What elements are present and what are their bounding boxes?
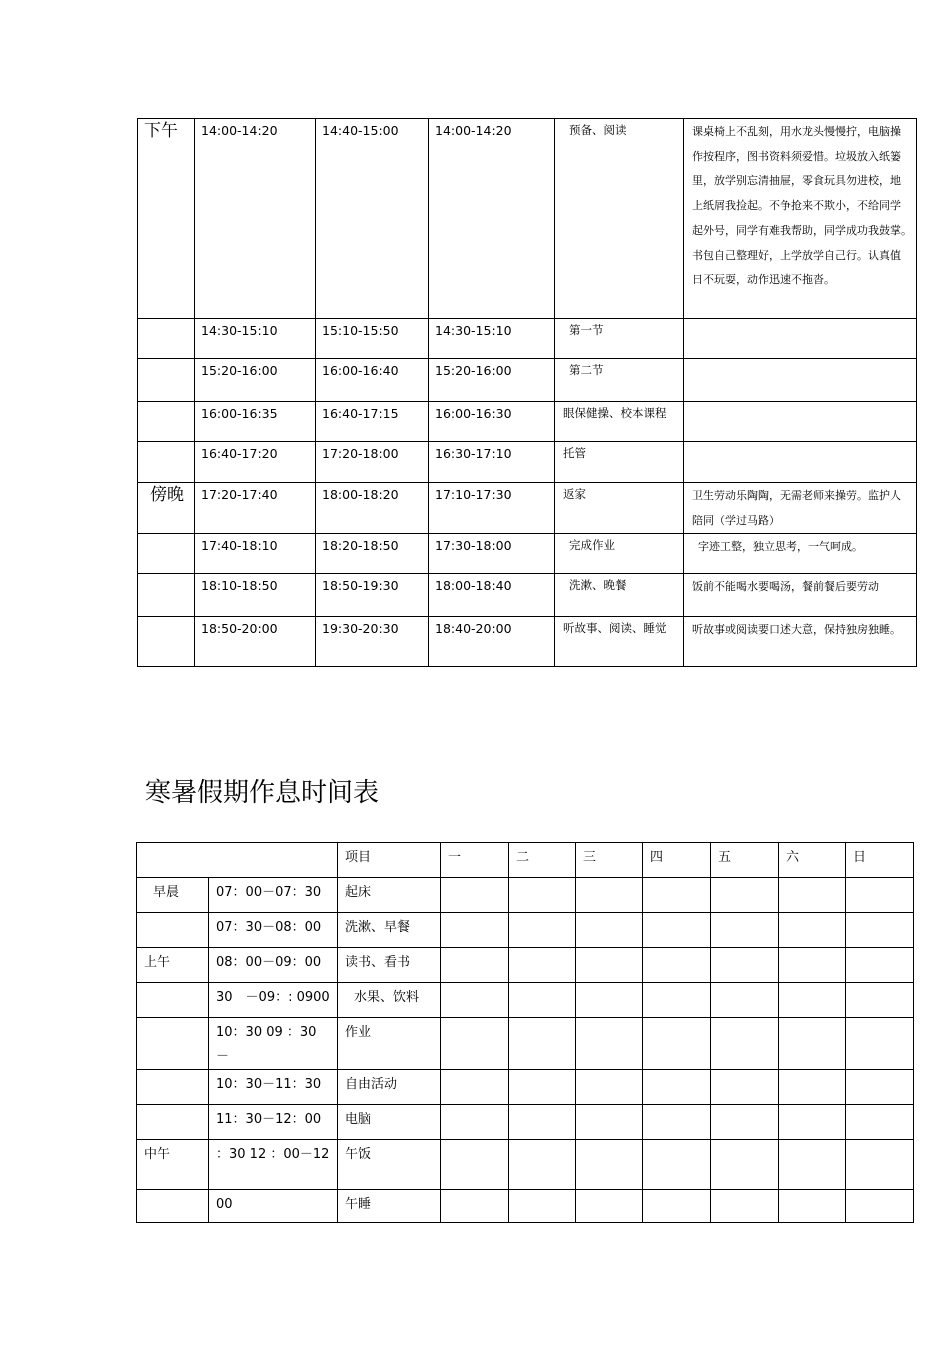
time-cell: 17:20-18:00 bbox=[316, 442, 429, 483]
day-cell bbox=[779, 1190, 846, 1223]
day-cell bbox=[846, 913, 914, 948]
period-cell bbox=[137, 983, 209, 1018]
period-cell bbox=[137, 1070, 209, 1105]
day-cell bbox=[576, 1140, 643, 1190]
day-cell bbox=[441, 878, 509, 913]
time-cell: 11：30－12：00 bbox=[209, 1105, 338, 1140]
table-row bbox=[138, 402, 917, 442]
day-cell bbox=[846, 1018, 914, 1070]
header-day-cell: 日 bbox=[846, 843, 914, 878]
activity-cell: 返家 bbox=[555, 483, 684, 534]
table-row bbox=[138, 534, 917, 574]
item-cell: 作业 bbox=[338, 1018, 441, 1070]
activity-cell: 第一节 bbox=[555, 319, 684, 359]
period-cell bbox=[137, 1190, 209, 1223]
table-row bbox=[137, 913, 914, 948]
day-cell bbox=[509, 913, 576, 948]
table-row bbox=[137, 983, 914, 1018]
note-cell: 课桌椅上不乱刻，用水龙头慢慢拧，电脑操作按程序，图书资料须爱惜。垃圾放入纸篓里，放学别忘清抽屉，零食玩具勿进校，地上纸屑我捡起。不争抢来不欺小，不给同学起外号，同学有难我帮助，同学成功我鼓掌。 书包自己整理好，上学放学自己行。认真值日不玩耍，动作迅速不拖沓。 bbox=[684, 119, 917, 319]
time-cell: 17:20-17:40 bbox=[195, 483, 316, 534]
item-cell: 水果、饮料 bbox=[338, 983, 441, 1018]
time-cell: 16:30-17:10 bbox=[429, 442, 555, 483]
table-row bbox=[137, 878, 914, 913]
day-cell bbox=[846, 1140, 914, 1190]
period-cell bbox=[137, 1018, 209, 1070]
day-cell bbox=[509, 1190, 576, 1223]
period-cell: 下午 bbox=[138, 119, 195, 319]
activity-cell: 预备、阅读 bbox=[555, 119, 684, 319]
header-row bbox=[137, 843, 914, 878]
activity-cell: 托管 bbox=[555, 442, 684, 483]
activity-cell: 洗漱、晚餐 bbox=[555, 574, 684, 617]
time-cell: 18:50-19:30 bbox=[316, 574, 429, 617]
day-cell bbox=[441, 1070, 509, 1105]
activity-cell: 听故事、阅读、睡觉 bbox=[555, 617, 684, 667]
day-cell bbox=[779, 1070, 846, 1105]
time-cell: 08：00－09：00 bbox=[209, 948, 338, 983]
time-cell: 18:40-20:00 bbox=[429, 617, 555, 667]
note-cell bbox=[684, 319, 917, 359]
time-cell: 14:30-15:10 bbox=[195, 319, 316, 359]
day-cell bbox=[846, 1190, 914, 1223]
time-cell: 18:50-20:00 bbox=[195, 617, 316, 667]
item-cell: 自由活动 bbox=[338, 1070, 441, 1105]
day-cell bbox=[779, 1140, 846, 1190]
day-cell bbox=[846, 1105, 914, 1140]
day-cell bbox=[643, 913, 711, 948]
period-cell bbox=[138, 574, 195, 617]
day-cell bbox=[711, 1140, 779, 1190]
period-cell bbox=[138, 442, 195, 483]
day-cell bbox=[779, 983, 846, 1018]
time-cell: 16:00-16:35 bbox=[195, 402, 316, 442]
note-cell: 饭前不能喝水要喝汤，餐前餐后要劳动 bbox=[684, 574, 917, 617]
table-row bbox=[138, 119, 917, 319]
period-cell bbox=[138, 534, 195, 574]
period-cell: 上午 bbox=[137, 948, 209, 983]
note-cell: 卫生劳动乐陶陶，无需老师来操劳。监护人陪同（学过马路） bbox=[684, 483, 917, 534]
period-cell bbox=[138, 617, 195, 667]
table-row bbox=[137, 948, 914, 983]
header-day-cell: 三 bbox=[576, 843, 643, 878]
time-cell: 18:10-18:50 bbox=[195, 574, 316, 617]
table-row bbox=[138, 574, 917, 617]
day-cell bbox=[509, 983, 576, 1018]
time-cell: 10：30－11：30 bbox=[209, 1070, 338, 1105]
table-row bbox=[138, 442, 917, 483]
table-row bbox=[138, 319, 917, 359]
activity-cell: 第二节 bbox=[555, 359, 684, 402]
time-cell: 10：30 09 ：30 － bbox=[209, 1018, 338, 1070]
day-cell bbox=[711, 983, 779, 1018]
table-row bbox=[137, 1070, 914, 1105]
note-cell bbox=[684, 402, 917, 442]
header-blank-cell bbox=[137, 843, 338, 878]
period-cell: 早晨 bbox=[137, 878, 209, 913]
period-cell: 傍晚 bbox=[138, 483, 195, 534]
time-cell: 15:10-15:50 bbox=[316, 319, 429, 359]
period-cell bbox=[137, 913, 209, 948]
day-cell bbox=[441, 1190, 509, 1223]
item-cell: 洗漱、早餐 bbox=[338, 913, 441, 948]
day-cell bbox=[643, 1070, 711, 1105]
period-cell: 中午 bbox=[137, 1140, 209, 1190]
item-cell: 读书、看书 bbox=[338, 948, 441, 983]
day-cell bbox=[576, 983, 643, 1018]
time-cell: 15:20-16:00 bbox=[429, 359, 555, 402]
day-cell bbox=[711, 1070, 779, 1105]
day-cell bbox=[711, 1190, 779, 1223]
time-cell: 16:40-17:15 bbox=[316, 402, 429, 442]
note-cell: 听故事或阅读要口述大意，保持独房独睡。 bbox=[684, 617, 917, 667]
header-day-cell: 四 bbox=[643, 843, 711, 878]
table-row bbox=[137, 1105, 914, 1140]
period-cell bbox=[138, 319, 195, 359]
day-cell bbox=[643, 1018, 711, 1070]
day-cell bbox=[576, 913, 643, 948]
day-cell bbox=[509, 948, 576, 983]
day-cell bbox=[711, 913, 779, 948]
table-row bbox=[138, 359, 917, 402]
day-cell bbox=[576, 1018, 643, 1070]
note-cell bbox=[684, 359, 917, 402]
day-cell bbox=[576, 948, 643, 983]
day-cell bbox=[643, 878, 711, 913]
time-cell: 19:30-20:30 bbox=[316, 617, 429, 667]
time-cell: 18:20-18:50 bbox=[316, 534, 429, 574]
day-cell bbox=[779, 913, 846, 948]
activity-cell: 完成作业 bbox=[555, 534, 684, 574]
table-row bbox=[137, 1190, 914, 1223]
day-cell bbox=[509, 1070, 576, 1105]
time-cell: ：30 12 ：00－12 bbox=[209, 1140, 338, 1190]
note-cell bbox=[684, 442, 917, 483]
day-cell bbox=[576, 1070, 643, 1105]
day-cell bbox=[643, 948, 711, 983]
item-cell: 起床 bbox=[338, 878, 441, 913]
day-cell bbox=[509, 1140, 576, 1190]
time-cell: 17:10-17:30 bbox=[429, 483, 555, 534]
table-row bbox=[137, 1140, 914, 1190]
time-cell: 17:30-18:00 bbox=[429, 534, 555, 574]
day-cell bbox=[643, 1190, 711, 1223]
time-cell: 17:40-18:10 bbox=[195, 534, 316, 574]
header-day-cell: 五 bbox=[711, 843, 779, 878]
day-cell bbox=[779, 1018, 846, 1070]
day-cell bbox=[643, 1105, 711, 1140]
table-row bbox=[137, 1018, 914, 1070]
day-cell bbox=[441, 948, 509, 983]
time-cell: 14:30-15:10 bbox=[429, 319, 555, 359]
time-cell: 14:00-14:20 bbox=[195, 119, 316, 319]
time-cell: 18:00-18:40 bbox=[429, 574, 555, 617]
header-item-cell: 项目 bbox=[338, 843, 441, 878]
item-cell: 午睡 bbox=[338, 1190, 441, 1223]
day-cell bbox=[846, 983, 914, 1018]
day-cell bbox=[576, 1105, 643, 1140]
time-cell: 07：30－08：00 bbox=[209, 913, 338, 948]
day-cell bbox=[779, 1105, 846, 1140]
item-cell: 午饭 bbox=[338, 1140, 441, 1190]
day-cell bbox=[711, 1105, 779, 1140]
time-cell: 16:00-16:40 bbox=[316, 359, 429, 402]
time-cell: 18:00-18:20 bbox=[316, 483, 429, 534]
activity-cell: 眼保健操、校本课程 bbox=[555, 402, 684, 442]
time-cell: 16:00-16:30 bbox=[429, 402, 555, 442]
table-row bbox=[138, 617, 917, 667]
day-cell bbox=[509, 1018, 576, 1070]
time-cell: 16:40-17:20 bbox=[195, 442, 316, 483]
day-cell bbox=[441, 1018, 509, 1070]
day-cell bbox=[779, 948, 846, 983]
time-cell: 15:20-16:00 bbox=[195, 359, 316, 402]
time-cell: 07：00－07：30 bbox=[209, 878, 338, 913]
time-cell: 14:40-15:00 bbox=[316, 119, 429, 319]
day-cell bbox=[846, 878, 914, 913]
day-cell bbox=[576, 1190, 643, 1223]
day-cell bbox=[846, 948, 914, 983]
header-day-cell: 二 bbox=[509, 843, 576, 878]
header-day-cell: 一 bbox=[441, 843, 509, 878]
day-cell bbox=[779, 878, 846, 913]
item-cell: 电脑 bbox=[338, 1105, 441, 1140]
day-cell bbox=[441, 1105, 509, 1140]
time-cell: 00 bbox=[209, 1190, 338, 1223]
day-cell bbox=[576, 878, 643, 913]
day-cell bbox=[441, 983, 509, 1018]
time-cell: 14:00-14:20 bbox=[429, 119, 555, 319]
day-cell bbox=[711, 948, 779, 983]
day-cell bbox=[441, 913, 509, 948]
day-cell bbox=[643, 983, 711, 1018]
period-cell bbox=[138, 359, 195, 402]
period-cell bbox=[138, 402, 195, 442]
day-cell bbox=[711, 1018, 779, 1070]
page-title: 寒暑假期作息时间表 bbox=[145, 778, 380, 808]
school-schedule-table bbox=[137, 118, 917, 667]
day-cell bbox=[509, 1105, 576, 1140]
day-cell bbox=[846, 1070, 914, 1105]
day-cell bbox=[441, 1140, 509, 1190]
day-cell bbox=[711, 878, 779, 913]
table-row bbox=[138, 483, 917, 534]
note-cell: 字迹工整，独立思考，一气呵成。 bbox=[684, 534, 917, 574]
day-cell bbox=[643, 1140, 711, 1190]
time-cell: 30 －09：: 0900 bbox=[209, 983, 338, 1018]
day-cell bbox=[509, 878, 576, 913]
header-day-cell: 六 bbox=[779, 843, 846, 878]
holiday-schedule-table bbox=[136, 842, 914, 1223]
period-cell bbox=[137, 1105, 209, 1140]
